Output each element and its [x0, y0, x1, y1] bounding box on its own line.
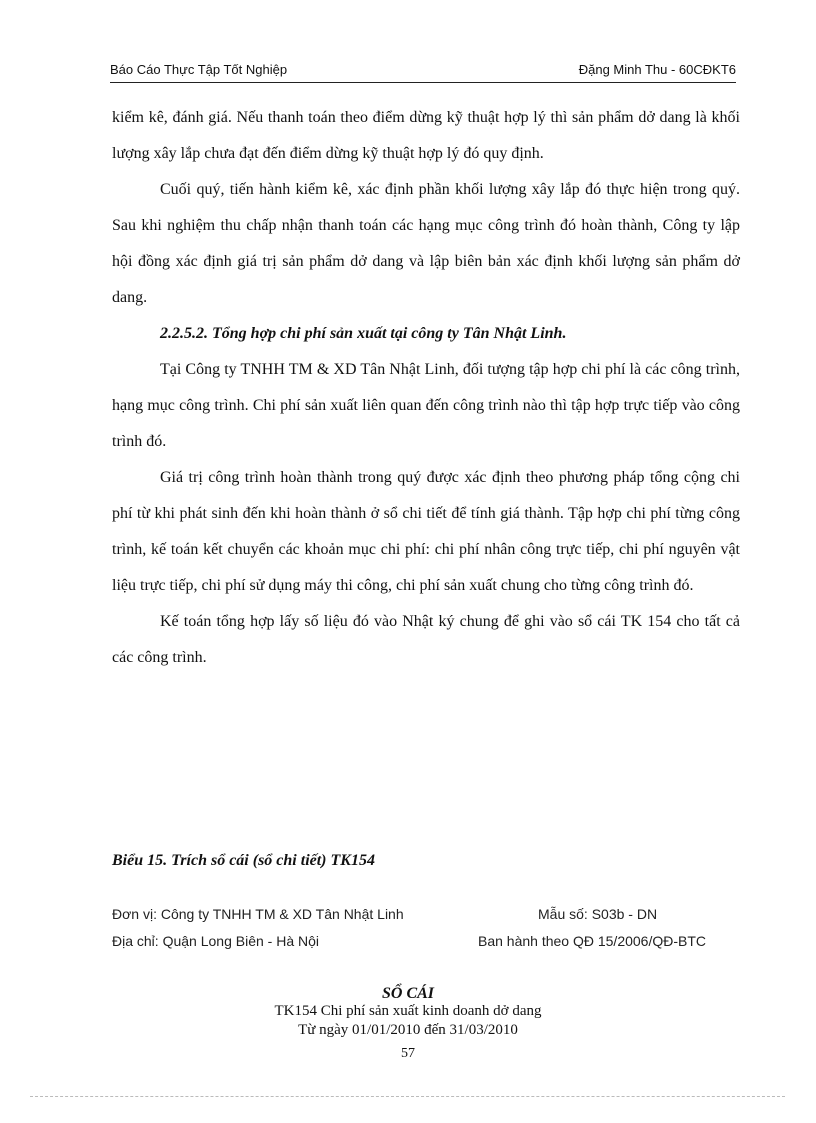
paragraph-3: Tại Công ty TNHH TM & XD Tân Nhật Linh, đối tượng tập hợp chi phí là các công trình, hạng mục công trình. Chi phí sản xuất liên quan đến công trình nào thì tập hợp trực tiếp vào công trình đó. — [112, 361, 740, 450]
paragraph-2: Cuối quý, tiến hành kiểm kê, xác định phần khối lượng xây lắp đó thực hiện trong quý. Sau khi nghiệm thu chấp nhận thanh toán các hạng mục công trình đó hoàn thành, Công ty lập hội đồng xác định giá trị sản phẩm dở dang và lập biên bản xác định khối lượng sản phẩm dở dang. — [112, 181, 740, 306]
page-header — [110, 60, 736, 83]
address-line: Địa chỉ: Quận Long Biên - Hà Nội — [112, 933, 319, 949]
ledger-period: Từ ngày 01/01/2010 đến 31/03/2010 — [298, 1022, 518, 1038]
section-heading: 2.2.5.2. Tổng hợp chi phí sản xuất tại công ty Tân Nhật Linh. — [160, 325, 567, 342]
paragraph-5: Kế toán tổng hợp lấy số liệu đó vào Nhật ký chung để ghi vào sổ cái TK 154 cho tất cả các công trình. — [112, 613, 740, 666]
unit-line: Đơn vị: Công ty TNHH TM & XD Tân Nhật Linh — [112, 906, 404, 922]
paragraph-1: kiểm kê, đánh giá. Nếu thanh toán theo điểm dừng kỹ thuật hợp lý thì sản phẩm dở dang là khối lượng xây lắp chưa đạt đến điểm dừng kỹ thuật hợp lý đó quy định. — [112, 109, 740, 162]
ledger-title: SỔ CÁI — [381, 985, 435, 1002]
page-number: 57 — [401, 1046, 415, 1061]
form-number: Mẫu số: S03b - DN — [538, 906, 658, 922]
body-text — [112, 100, 740, 676]
ledger-subtitle: TK154 Chi phí sản xuất kinh doanh dở dang — [274, 1003, 542, 1019]
paragraph-4: Giá trị công trình hoàn thành trong quý được xác định theo phương pháp tổng cộng chi phí từ khi phát sinh đến khi hoàn thành ở sổ chi tiết để tính giá thành. Tập hợp chi phí từng công trình, kế toán kết chuyển các khoản mục chi phí: chi phí nhân công trực tiếp, chi phí nguyên vật liệu trực tiếp, chi phí sử dụng máy thi công, chi phí sản xuất chung cho từng công trình đó. — [112, 469, 740, 594]
header-report-title: Báo Cáo Thực Tập Tốt Nghiệp — [110, 62, 288, 77]
figure-caption: Biểu 15. Trích sổ cái (sổ chi tiết) TK154 — [112, 852, 375, 869]
page-bottom-divider — [30, 1096, 785, 1097]
decision-line: Ban hành theo QĐ 15/2006/QĐ-BTC — [478, 933, 707, 949]
header-author: Đặng Minh Thu - 60CĐKT6 — [578, 62, 736, 77]
